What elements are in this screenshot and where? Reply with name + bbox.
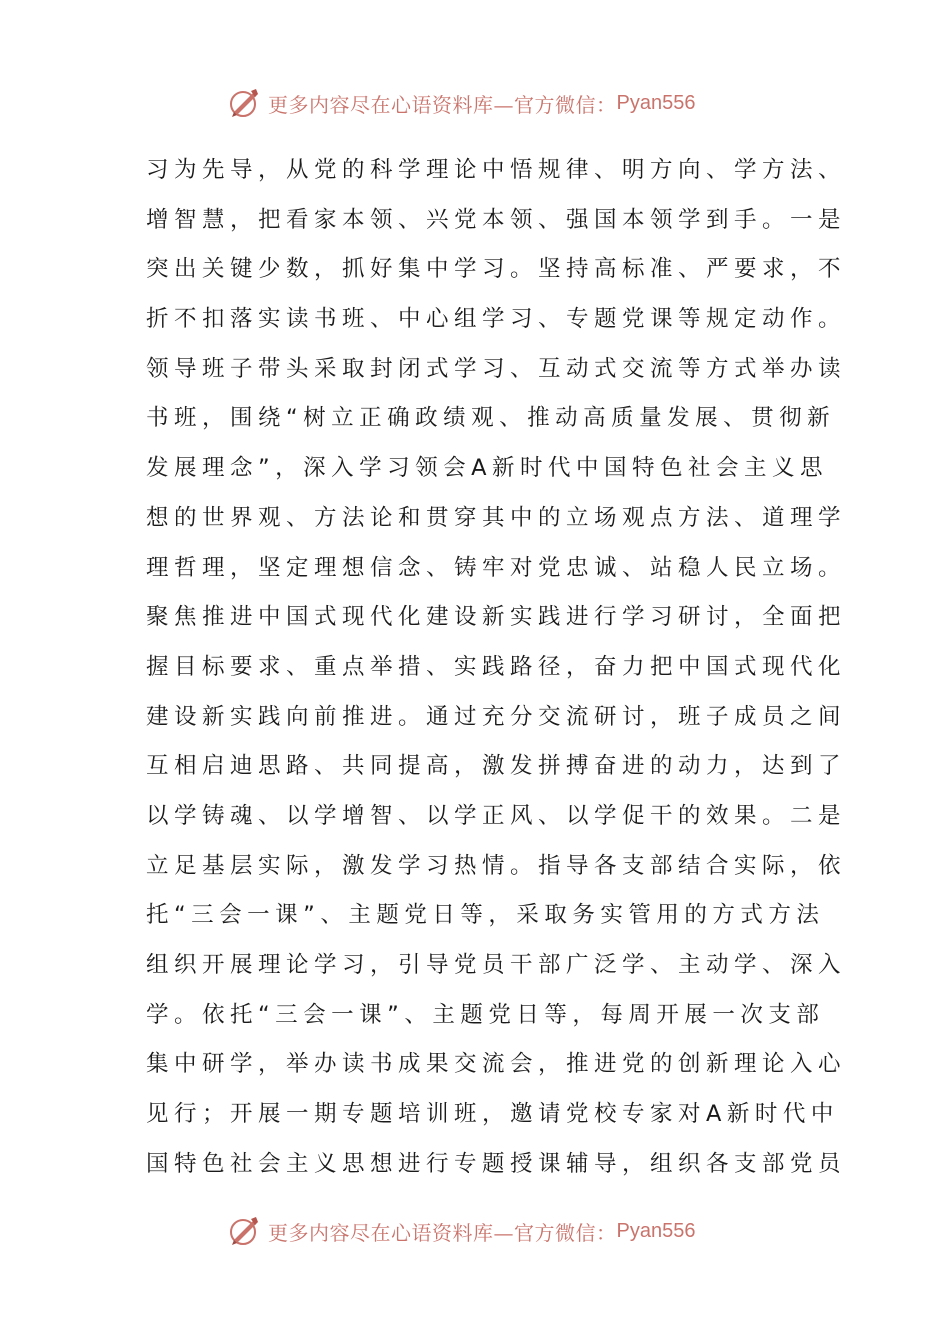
pen-circle-icon xyxy=(226,85,262,121)
text-line: 学。依托“三会一课”、主题党日等，每周开展一次支部 xyxy=(146,1001,825,1028)
pen-circle-icon xyxy=(226,1213,262,1249)
footer-banner xyxy=(226,1211,746,1251)
text-line: 发展理念”，深入学习领会A新时代中国特色社会主义思 xyxy=(146,455,829,482)
text-line: 折不扣落实读书班、中心组学习、专题党课等规定动作。 xyxy=(146,306,847,333)
text-line: 建设新实践向前推进。通过充分交流研讨，班子成员之间 xyxy=(146,703,847,730)
text-line: 突出关键少数，抓好集中学习。坚持高标准、严要求，不 xyxy=(146,256,847,283)
text-line: 集中研学，举办读书成果交流会，推进党的创新理论入心 xyxy=(146,1051,847,1078)
text-line: 握目标要求、重点举措、实践路径，奋力把中国式现代化 xyxy=(146,653,847,680)
text-line: 增智慧，把看家本领、兴党本领、强国本领学到手。一是 xyxy=(146,206,847,233)
text-line: 以学铸魂、以学增智、以学正风、以学促干的效果。二是 xyxy=(146,802,847,829)
text-line: 立足基层实际，激发学习热情。指导各支部结合实际，依 xyxy=(146,852,847,879)
body-paragraph xyxy=(146,146,847,1189)
header-wechat-id: Pyan556 xyxy=(616,91,696,114)
header-banner-text: 更多内容尽在心语资料库—官方微信： xyxy=(268,92,617,117)
header-banner xyxy=(226,83,746,123)
text-line: 想的世界观、方法论和贯穿其中的立场观点方法、道理学 xyxy=(146,504,847,531)
footer-wechat-id: Pyan556 xyxy=(616,1219,696,1242)
text-line: 互相启迪思路、共同提高，激发拼搏奋进的动力，达到了 xyxy=(146,753,847,780)
text-line: 见行；开展一期专题培训班，邀请党校专家对A新时代中 xyxy=(146,1101,839,1128)
text-line: 理哲理，坚定理想信念、铸牢对党忠诚、站稳人民立场。 xyxy=(146,554,847,581)
text-line: 托“三会一课”、主题党日等，采取务实管用的方式方法 xyxy=(146,902,825,929)
text-line: 国特色社会主义思想进行专题授课辅导，组织各支部党员 xyxy=(146,1150,847,1177)
text-line: 组织开展理论学习，引导党员干部广泛学、主动学、深入 xyxy=(146,952,847,978)
text-line: 习为先导，从党的科学理论中悟规律、明方向、学方法、 xyxy=(146,157,847,183)
text-line: 领导班子带头采取封闭式学习、互动式交流等方式举办读 xyxy=(146,355,847,382)
text-line: 书班，围绕“树立正确政绩观、推动高质量发展、贯彻新 xyxy=(146,405,836,432)
text-line: 聚焦推进中国式现代化建设新实践进行学习研讨，全面把 xyxy=(146,604,847,631)
footer-banner-text: 更多内容尽在心语资料库—官方微信： xyxy=(268,1220,617,1245)
